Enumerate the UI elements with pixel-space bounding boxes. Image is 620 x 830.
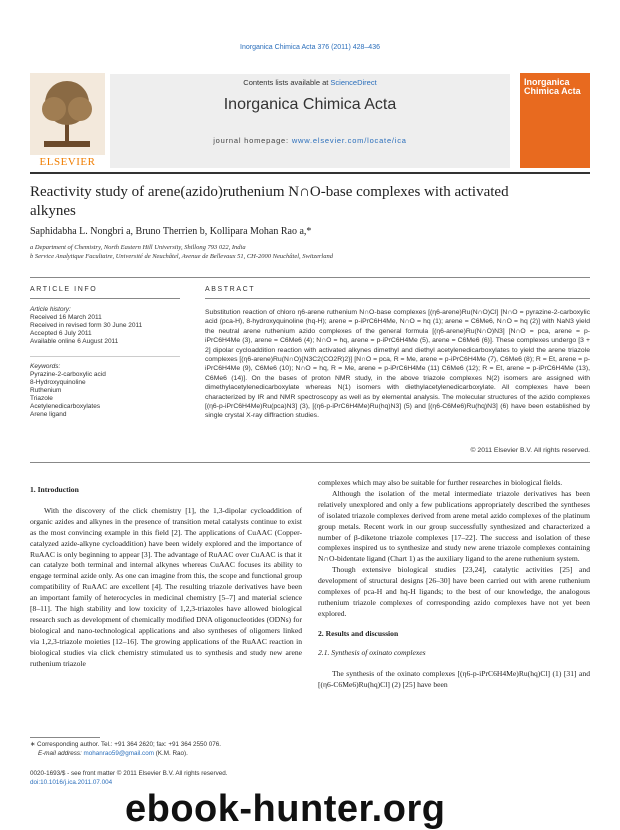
abstract-heading: ABSTRACT	[205, 286, 256, 293]
email-link[interactable]: mohanrao59@gmail.com	[83, 749, 154, 757]
affiliation-a: a Department of Chemistry, North Eastern Hill University, Shillong 793 022, India	[30, 244, 246, 251]
article-authors: Saphidabha L. Nongbri a, Bruno Therrien b, Kollipara Mohan Rao a,*	[30, 226, 312, 237]
introduction-paragraph: With the discovery of the click chemistry [1], the 1,3-dipolar cycloaddition of organic azides and alkynes in the presence of transition metal catalysts continue to exist as the most convincing example in this field [2]. The applications of CuAAC (Copper-catalyzed azide-alkyne cycloaddition) have been widely explored and the importance of RuAAC is only beginning to appear [3]. The advantage of RuAAC over CuAAC is that it can catalyze both terminal and internal alkynes whereas CuAAC focuses its ability to engage terminal azide only. As one can imagine from this, the scope and functional group compatibility of RuAAC are excellent [4]. The resulting triazole derivatives have been an important family of heterocycles in medicinal chemistry [5–7] and material science [8–11]. The high stability and low toxicity of 1,2,3-triazoles have allowed biological research such as development of chemically modified DNA oligonucleotides (ODNs) for biological and nano-technological applications and also syntheses of oligomers linked via 1,2,3-triazole moieties [12–16]. The growing applications of the RuAAC reaction in biological studies via click chemistry stimulated us to synthesis and study new arene ruthenium triazole	[30, 505, 302, 668]
results-heading: 2. Results and discussion	[318, 628, 399, 638]
keywords-label: Keywords:	[30, 363, 61, 370]
keyword-item: 8-Hydroxyquinoline	[30, 379, 86, 386]
journal-citation[interactable]: Inorganica Chimica Acta 376 (2011) 428–436	[240, 44, 380, 51]
right-column	[318, 478, 590, 690]
article-title: Reactivity study of arene(azido)ruthenium N∩O-base complexes with activated alkynes	[30, 184, 509, 219]
watermark-text: ebook-hunter.org	[125, 788, 446, 830]
history-label: Article history:	[30, 306, 71, 313]
introduction-heading: 1. Introduction	[30, 485, 79, 494]
journal-cover-title: Inorganica Chimica Acta	[524, 77, 581, 96]
contents-line: Contents lists available at ScienceDirect	[243, 78, 377, 87]
header-rule	[30, 172, 590, 174]
journal-homepage: journal homepage: www.elsevier.com/locate/ica	[213, 136, 407, 145]
article-info-heading: ARTICLE INFO	[30, 286, 98, 293]
history-received: Received 16 March 2011	[30, 314, 102, 321]
keyword-item: Acetylenedicarboxylates	[30, 403, 101, 410]
subsection-heading: 2.1. Synthesis of oxinato complexes	[318, 647, 426, 657]
right-paragraph-2: Although the isolation of the metal intermediate triazole derivatives has been relatively unexplored and only a few publications appropriately described the syntheses of isolated triazole complexes derived from arene metal azido complexes of the platinum group metals. Recent work in our group successfully synthesized and characterized a number of β-diketone triazole complexes [17–22]. The success and isolation of these complexes inspired us to synthesize and study new arene triazole complexes containing N∩O-bidentate ligand (Chart 1) as the auxiliary ligand to the arene ruthenium system.	[318, 488, 590, 564]
keyword-item: Triazole	[30, 395, 53, 402]
abstract-bottom-rule	[30, 462, 590, 463]
corresponding-author: ∗ Corresponding author. Tel.: +91 364 2620; fax: +91 364 2550 076.	[30, 741, 222, 748]
keyword-item: Pyrazine-2-carboxylic acid	[30, 371, 106, 378]
elsevier-wordmark: ELSEVIER	[39, 156, 96, 168]
footnote-rule	[30, 737, 100, 738]
front-matter	[30, 770, 290, 787]
abstract-text: Substitution reaction of chloro η6-arene ruthenium N∩O-base complexes [(η6-arene)Ru(N∩O)Cl] [N∩O = pyrazine-2-carboxylic acid (pca-H), 8-hydroxyquinoline (hq-H); arene = p-iPrC6H4Me, N∩O = hq (1); arene = C6Me6, N∩O = hq (2)] with NaN3 yield the neutral arene ruthenium azido complexes of the general formula [(η6-arene)Ru(N∩O)N3] [N∩O = pca, arene = p-iPrC6H4Me (3), arene = C6Me6 (4); N∩O = hq, arene = p-iPrC6H4Me (5), arene = C6Me6 (6)]. These complexes undergo [3 + 2] dipolar cycloaddition reaction with activated alkynes dimethyl and diethyl acetylenedicarboxylates to yield the arene triazole complexes [(η6-arene)Ru(N∩O){N3C2(CO2R)2}] [N∩O = pca, R = Me, arene = p-iPrC6H4Me (7), C6Me6 (8); R = Et, arene = p-iPrC6H4Me (9), C6Me6 (10); N∩O = hq, R = Me, arene = p-iPrC6H4Me (11) C6Me6 (12); R = Et, arene = p-iPrC6H4Me (13), C6Me6 (14)]. On the bases of proton NMR study, in the above triazole complexes N(2) isomers are assigned with dimethylacetylenedicarboxylate whereas N(1) isomers with diethylacetylenedicarboxylate. All complexes have been characterized by IR and NMR spectroscopy as well as by elemental analysis. The molecular structures of the azido complexes [(η6-p-iPrC6H4Me)Ru(pca)N3] (3), [(η6-p-iPrC6H4Me)Ru(hq)N3] (5) and [(η6-C6Me6)Ru(hq)N3] (6) have been established by single crystal X-ray diffraction studies.	[205, 309, 590, 420]
keywords-rule	[30, 356, 180, 357]
abstract-copyright: © 2011 Elsevier B.V. All rights reserved.	[470, 447, 590, 454]
left-column	[30, 485, 302, 670]
history-accepted: Accepted 6 July 2011	[30, 330, 92, 337]
journal-masthead	[110, 74, 510, 168]
corresponding-footnote: ∗ Corresponding author. Tel.: +91 364 2620; fax: +91 364 2550 076. E-mail address: mohanrao59@gmail.com (K.M. Rao).	[30, 741, 290, 758]
journal-name: Inorganica Chimica Acta	[223, 96, 397, 113]
right-paragraph-1: complexes which may also be suitable for further researches in biological fields.	[318, 478, 563, 487]
section-rule	[30, 277, 590, 278]
affiliation-b: b Service Analytique Facultaire, Université de Neuchâtel, Avenue de Bellevaux 51, CH-2000 Neuchâtel, Switzerland	[30, 253, 333, 260]
elsevier-tree-logo	[30, 73, 105, 169]
history-revised: Received in revised form 30 June 2011	[30, 322, 143, 329]
right-paragraph-4: The synthesis of the oxinato complexes [(η6-p-iPrC6H4Me)Ru(hq)Cl] (1) [31] and [(η6-C6Me6)Ru(hq)Cl] (2) [25] have been	[318, 668, 590, 689]
homepage-link[interactable]: www.elsevier.com/locate/ica	[291, 136, 407, 145]
abstract-rule	[205, 298, 590, 299]
right-paragraph-3: Though extensive biological studies [23,24], catalytic activities [25] and development of structural designs [26–30] have been carried out with arene ruthenium complexes of pca-H and hq-H ligands; to the best of our knowledge, the analogous ruthenium triazole complexes of corresponding azido complexes have not yet been explored.	[318, 565, 590, 618]
keyword-item: Arene ligand	[30, 411, 67, 418]
sciencedirect-link[interactable]: ScienceDirect	[330, 78, 377, 87]
keyword-item: Ruthenium	[30, 387, 62, 394]
history-online: Available online 6 August 2011	[30, 338, 119, 345]
issn-line: 0020-1693/$ - see front matter © 2011 Elsevier B.V. All rights reserved.	[30, 770, 228, 777]
article-info-rule	[30, 298, 180, 299]
doi-link[interactable]: doi:10.1016/j.ica.2011.07.004	[30, 778, 113, 786]
